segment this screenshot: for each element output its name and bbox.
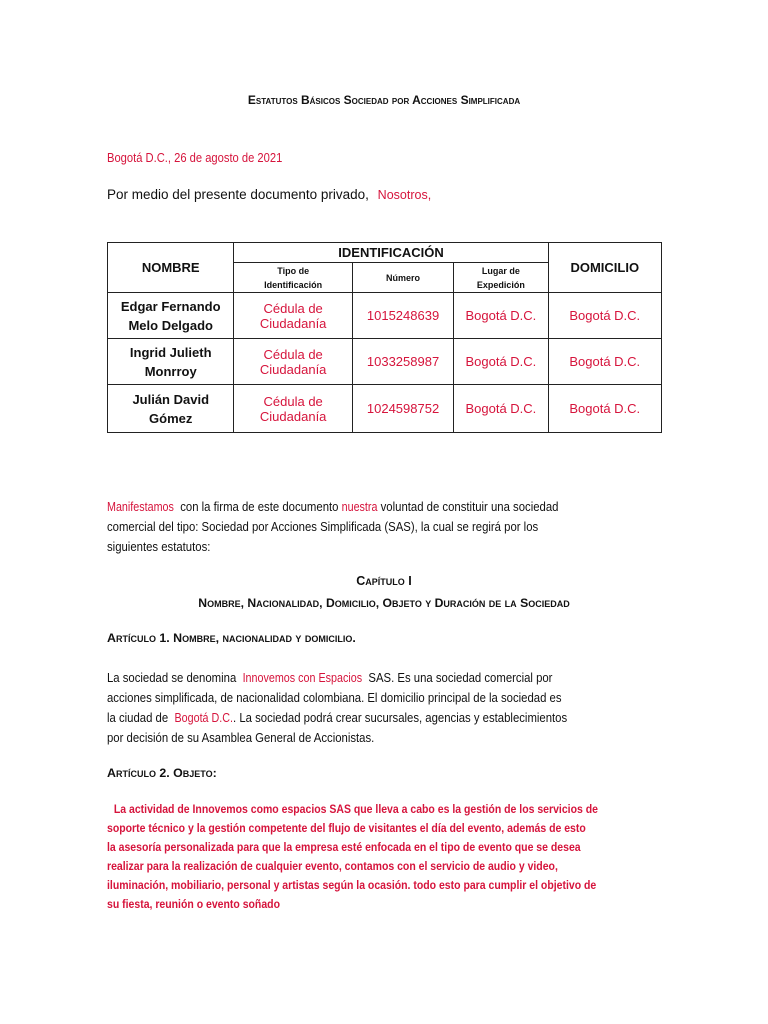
manifest-word: Manifestamos	[107, 500, 174, 514]
cell-lugar: Bogotá D.C.	[454, 339, 548, 385]
cell-name: Ingrid Julieth Monrroy	[108, 339, 234, 385]
chapter-label: Capítulo I	[356, 574, 412, 588]
header-domicilio: DOMICILIO	[548, 243, 661, 293]
cell-name: Edgar Fernando Melo Delgado	[108, 293, 234, 339]
table-row	[108, 293, 662, 339]
cell-name: Julián David Gómez	[108, 385, 234, 433]
place-date: Bogotá D.C., 26 de agosto de 2021	[107, 150, 283, 165]
object-line: La actividad de Innovemos como espacios SAS que lleva a cabo es la gestión de los servicios de	[113, 802, 598, 816]
header-nombre: NOMBRE	[108, 243, 234, 293]
subheader-tipo: Tipo de Identificación	[234, 263, 352, 293]
object-line: realizar para la realización de cualquier evento, contamos con el servicio de audio y video,	[107, 859, 558, 873]
document-title: Estatutos Básicos Sociedad por Acciones Simplificada	[247, 93, 521, 107]
subheader-lugar: Lugar de Expedición	[454, 263, 548, 293]
table-row	[108, 339, 662, 385]
article1-paragraph: La sociedad se denomina Innovemos con Espacios SAS. Es una sociedad comercial por acciones simplificada, de nacionalidad colombiana. El domicilio principal de la sociedad es la ciudad de Bogotá D.C.. La sociedad podrá crear sucursales, agencias y establecimientos por decisión de su Asamblea General de Accionistas.	[107, 670, 568, 745]
cell-numero: 1033258987	[352, 339, 453, 385]
cell-domicilio: Bogotá D.C.	[548, 293, 661, 339]
object-line: iluminación, mobiliario, personal y artistas según la ocasión. todo esto para cumplir el objetivo de	[107, 878, 597, 892]
intro-highlight: Nosotros,	[377, 188, 432, 202]
article2-paragraph	[107, 800, 665, 914]
cell-domicilio: Bogotá D.C.	[548, 339, 661, 385]
table-row	[108, 385, 662, 433]
intro-line	[107, 187, 431, 202]
manifest-paragraph: Manifestamos con la firma de este documento nuestra voluntad de constituir una sociedad comercial del tipo: Sociedad por Acciones Simplificada (SAS), la cual se regirá por los siguientes estatutos:	[107, 499, 559, 554]
subheader-numero: Número	[352, 263, 453, 293]
company-name: Innovemos con Espacios	[242, 671, 363, 685]
object-line: soporte técnico y la gestión competente del flujo de visitantes el día del evento, además de esto	[107, 821, 586, 835]
cell-domicilio: Bogotá D.C.	[548, 385, 661, 433]
object-line: la asesoría personalizada para que la empresa esté enfocada en el tipo de evento que se desea	[107, 840, 581, 854]
cell-numero: 1024598752	[352, 385, 453, 433]
cell-lugar: Bogotá D.C.	[454, 385, 548, 433]
signatories-table	[107, 242, 662, 433]
cell-tipo: Cédula de Ciudadanía	[234, 385, 352, 433]
intro-text: Por medio del presente documento privado,	[107, 187, 369, 202]
manifest-nuestra: nuestra	[341, 500, 378, 514]
article1-heading: Artículo 1. Nombre, nacionalidad y domicilio.	[107, 631, 356, 645]
cell-lugar: Bogotá D.C.	[454, 293, 548, 339]
header-identificacion: IDENTIFICACIÓN	[234, 243, 548, 263]
cell-tipo: Cédula de Ciudadanía	[234, 293, 352, 339]
cell-numero: 1015248639	[352, 293, 453, 339]
domicile-city: Bogotá D.C.	[174, 711, 234, 725]
article2-heading: Artículo 2. Objeto:	[107, 766, 217, 780]
chapter-subtitle: Nombre, Nacionalidad, Domicilio, Objeto y Duración de la Sociedad	[198, 596, 570, 610]
object-line: su fiesta, reunión o evento soñado	[107, 897, 280, 911]
cell-tipo: Cédula de Ciudadanía	[234, 339, 352, 385]
